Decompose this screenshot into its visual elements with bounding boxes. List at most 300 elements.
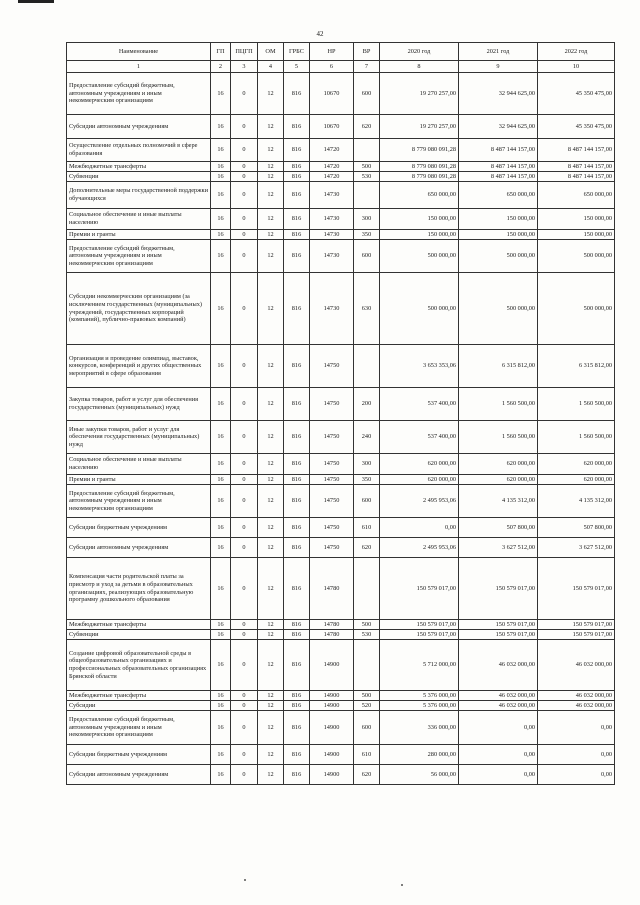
row-vr: 610 [354, 745, 380, 765]
row-grbs: 816 [284, 640, 310, 691]
row-amount-2020: 8 779 080 091,28 [380, 139, 459, 162]
col-header-name: Наименование [67, 43, 211, 61]
row-vr: 350 [354, 230, 380, 240]
row-nr: 14750 [310, 388, 354, 421]
col-header-gp: ГП [211, 43, 231, 61]
row-amount-2022: 6 315 812,00 [538, 345, 615, 388]
row-amount-2020: 150 000,00 [380, 209, 459, 230]
row-amount-2020: 150 579 017,00 [380, 620, 459, 630]
table-row [67, 421, 615, 454]
row-amount-2020: 5 376 000,00 [380, 701, 459, 711]
row-name: Межбюджетные трансферты [67, 620, 211, 630]
row-vr: 600 [354, 485, 380, 518]
row-amount-2022: 150 000,00 [538, 230, 615, 240]
row-gp: 16 [211, 701, 231, 711]
row-pcgp: 0 [231, 454, 258, 475]
row-grbs: 816 [284, 209, 310, 230]
row-grbs: 816 [284, 711, 310, 745]
row-amount-2020: 620 000,00 [380, 475, 459, 485]
row-nr: 14730 [310, 209, 354, 230]
row-nr: 14750 [310, 454, 354, 475]
row-grbs: 816 [284, 182, 310, 209]
column-number: 5 [284, 61, 310, 73]
col-header-2020: 2020 год [380, 43, 459, 61]
row-name: Субсидии [67, 701, 211, 711]
row-name: Предоставление субсидий бюджетным, автономным учреждениям и иным некоммерческим организациям [67, 485, 211, 518]
row-pcgp: 0 [231, 640, 258, 691]
row-grbs: 816 [284, 273, 310, 345]
row-amount-2021: 150 000,00 [459, 209, 538, 230]
row-gp: 16 [211, 558, 231, 620]
row-amount-2021: 0,00 [459, 711, 538, 745]
row-name: Субсидии автономным учреждениям [67, 765, 211, 785]
table-row [67, 162, 615, 172]
table-header-row [67, 43, 615, 61]
row-nr: 14730 [310, 240, 354, 273]
row-grbs: 816 [284, 388, 310, 421]
row-om: 12 [258, 172, 284, 182]
row-name: Предоставление субсидий бюджетным, автономным учреждениям и иным некоммерческим организациям [67, 240, 211, 273]
row-nr: 14900 [310, 745, 354, 765]
row-vr: 500 [354, 620, 380, 630]
table-row [67, 115, 615, 139]
row-nr: 10670 [310, 115, 354, 139]
row-pcgp: 0 [231, 630, 258, 640]
row-om: 12 [258, 691, 284, 701]
row-amount-2020: 56 000,00 [380, 765, 459, 785]
row-gp: 16 [211, 240, 231, 273]
row-amount-2021: 8 487 144 157,00 [459, 139, 538, 162]
row-amount-2020: 280 000,00 [380, 745, 459, 765]
row-name: Закупка товаров, работ и услуг для обеспечения государственных (муниципальных) нужд [67, 388, 211, 421]
table-row [67, 640, 615, 691]
row-gp: 16 [211, 273, 231, 345]
row-amount-2022: 8 487 144 157,00 [538, 162, 615, 172]
row-pcgp: 0 [231, 620, 258, 630]
row-name: Социальное обеспечение и иные выплаты населению [67, 454, 211, 475]
row-amount-2021: 620 000,00 [459, 475, 538, 485]
row-name: Субсидии бюджетным учреждениям [67, 745, 211, 765]
row-om: 12 [258, 711, 284, 745]
row-nr: 14750 [310, 421, 354, 454]
row-om: 12 [258, 620, 284, 630]
row-amount-2021: 650 000,00 [459, 182, 538, 209]
row-name: Премии и гранты [67, 475, 211, 485]
row-name: Субвенции [67, 630, 211, 640]
row-name: Премии и гранты [67, 230, 211, 240]
row-pcgp: 0 [231, 558, 258, 620]
row-amount-2021: 507 800,00 [459, 518, 538, 538]
col-header-pcgp: ПЦГП [231, 43, 258, 61]
row-om: 12 [258, 558, 284, 620]
row-amount-2021: 0,00 [459, 745, 538, 765]
row-grbs: 816 [284, 701, 310, 711]
row-vr: 620 [354, 538, 380, 558]
row-name: Субсидии автономным учреждениям [67, 115, 211, 139]
row-name: Осуществление отдельных полномочий в сфере образования [67, 139, 211, 162]
row-vr: 530 [354, 630, 380, 640]
column-number: 3 [231, 61, 258, 73]
row-grbs: 816 [284, 240, 310, 273]
row-amount-2021: 8 487 144 157,00 [459, 172, 538, 182]
table-row [67, 139, 615, 162]
row-pcgp: 0 [231, 388, 258, 421]
row-gp: 16 [211, 172, 231, 182]
table-row [67, 230, 615, 240]
scan-edge-mark [18, 0, 54, 3]
row-nr: 14750 [310, 485, 354, 518]
row-amount-2022: 620 000,00 [538, 454, 615, 475]
row-amount-2022: 620 000,00 [538, 475, 615, 485]
row-nr: 14900 [310, 765, 354, 785]
row-vr: 500 [354, 162, 380, 172]
row-pcgp: 0 [231, 711, 258, 745]
row-om: 12 [258, 162, 284, 172]
row-grbs: 816 [284, 115, 310, 139]
row-om: 12 [258, 139, 284, 162]
column-number: 4 [258, 61, 284, 73]
column-number-row [67, 61, 615, 73]
row-amount-2021: 500 000,00 [459, 240, 538, 273]
row-om: 12 [258, 475, 284, 485]
row-name: Межбюджетные трансферты [67, 691, 211, 701]
row-gp: 16 [211, 209, 231, 230]
table-row [67, 701, 615, 711]
table-row [67, 73, 615, 115]
row-amount-2020: 5 376 000,00 [380, 691, 459, 701]
row-name: Иные закупки товаров, работ и услуг для обеспечения государственных (муниципальных) нужд [67, 421, 211, 454]
row-vr: 300 [354, 209, 380, 230]
row-vr: 630 [354, 273, 380, 345]
row-amount-2020: 336 000,00 [380, 711, 459, 745]
row-amount-2021: 1 560 500,00 [459, 388, 538, 421]
row-gp: 16 [211, 518, 231, 538]
row-vr [354, 640, 380, 691]
row-amount-2021: 150 579 017,00 [459, 558, 538, 620]
row-gp: 16 [211, 640, 231, 691]
row-grbs: 816 [284, 691, 310, 701]
row-amount-2020: 500 000,00 [380, 273, 459, 345]
row-pcgp: 0 [231, 230, 258, 240]
table-row [67, 620, 615, 630]
row-vr: 610 [354, 518, 380, 538]
row-amount-2021: 150 579 017,00 [459, 630, 538, 640]
row-amount-2022: 3 627 512,00 [538, 538, 615, 558]
column-number: 8 [380, 61, 459, 73]
row-om: 12 [258, 765, 284, 785]
row-vr [354, 345, 380, 388]
row-name: Субвенции [67, 172, 211, 182]
row-grbs: 816 [284, 518, 310, 538]
row-vr: 600 [354, 711, 380, 745]
row-amount-2020: 150 579 017,00 [380, 630, 459, 640]
row-name: Субсидии автономным учреждениям [67, 538, 211, 558]
row-om: 12 [258, 345, 284, 388]
row-name: Предоставление субсидий бюджетным, автономным учреждениям и иным некоммерческим организациям [67, 711, 211, 745]
row-grbs: 816 [284, 454, 310, 475]
row-gp: 16 [211, 485, 231, 518]
row-amount-2021: 150 000,00 [459, 230, 538, 240]
row-grbs: 816 [284, 765, 310, 785]
row-name: Организация и проведение олимпиад, выставок, конкурсов, конференций и других общественных мероприятий в сфере образования [67, 345, 211, 388]
row-vr [354, 558, 380, 620]
row-nr: 14720 [310, 172, 354, 182]
row-amount-2020: 650 000,00 [380, 182, 459, 209]
row-gp: 16 [211, 421, 231, 454]
row-nr: 14780 [310, 558, 354, 620]
row-grbs: 816 [284, 630, 310, 640]
row-vr: 200 [354, 388, 380, 421]
table-row [67, 485, 615, 518]
col-header-nr: НР [310, 43, 354, 61]
row-pcgp: 0 [231, 73, 258, 115]
row-amount-2022: 150 579 017,00 [538, 630, 615, 640]
row-amount-2022: 0,00 [538, 711, 615, 745]
row-amount-2020: 620 000,00 [380, 454, 459, 475]
row-om: 12 [258, 745, 284, 765]
row-om: 12 [258, 538, 284, 558]
row-name: Социальное обеспечение и иные выплаты населению [67, 209, 211, 230]
column-number: 1 [67, 61, 211, 73]
row-nr: 14720 [310, 162, 354, 172]
row-nr: 14750 [310, 518, 354, 538]
row-name: Субсидии некоммерческим организациям (за исключением государственных (муниципальных) учреждений, государственных корпораций (компаний), публично-правовых компаний) [67, 273, 211, 345]
row-gp: 16 [211, 388, 231, 421]
row-vr: 240 [354, 421, 380, 454]
col-header-grbs: ГРБС [284, 43, 310, 61]
row-vr: 600 [354, 240, 380, 273]
column-number: 7 [354, 61, 380, 73]
col-header-vr: ВР [354, 43, 380, 61]
col-header-2021: 2021 год [459, 43, 538, 61]
row-pcgp: 0 [231, 485, 258, 518]
row-pcgp: 0 [231, 172, 258, 182]
column-number: 10 [538, 61, 615, 73]
row-om: 12 [258, 182, 284, 209]
row-om: 12 [258, 73, 284, 115]
row-amount-2022: 46 032 000,00 [538, 691, 615, 701]
row-amount-2022: 500 000,00 [538, 240, 615, 273]
row-nr: 14780 [310, 620, 354, 630]
row-amount-2020: 19 270 257,00 [380, 73, 459, 115]
row-amount-2022: 0,00 [538, 765, 615, 785]
table-row [67, 273, 615, 345]
row-name: Предоставление субсидий бюджетным, автономным учреждениям и иным некоммерческим организациям [67, 73, 211, 115]
row-grbs: 816 [284, 421, 310, 454]
row-gp: 16 [211, 475, 231, 485]
row-pcgp: 0 [231, 115, 258, 139]
row-vr: 500 [354, 691, 380, 701]
row-gp: 16 [211, 691, 231, 701]
row-amount-2020: 2 495 953,06 [380, 485, 459, 518]
row-amount-2021: 620 000,00 [459, 454, 538, 475]
row-gp: 16 [211, 538, 231, 558]
row-pcgp: 0 [231, 421, 258, 454]
table-row [67, 745, 615, 765]
table-row [67, 345, 615, 388]
row-gp: 16 [211, 711, 231, 745]
table-row [67, 475, 615, 485]
table-row [67, 518, 615, 538]
row-vr [354, 139, 380, 162]
row-gp: 16 [211, 139, 231, 162]
row-amount-2022: 45 350 475,00 [538, 115, 615, 139]
row-amount-2021: 46 032 000,00 [459, 701, 538, 711]
row-amount-2020: 5 712 000,00 [380, 640, 459, 691]
row-amount-2021: 1 560 500,00 [459, 421, 538, 454]
table-row [67, 765, 615, 785]
row-amount-2021: 4 135 312,00 [459, 485, 538, 518]
row-pcgp: 0 [231, 139, 258, 162]
row-amount-2020: 500 000,00 [380, 240, 459, 273]
row-name: Компенсация части родительской платы за присмотр и уход за детьми в образовательных организациях, реализующих образовательную программу дошкольного образования [67, 558, 211, 620]
row-gp: 16 [211, 230, 231, 240]
row-amount-2020: 8 779 080 091,28 [380, 162, 459, 172]
row-nr: 14730 [310, 230, 354, 240]
row-amount-2022: 4 135 312,00 [538, 485, 615, 518]
row-gp: 16 [211, 115, 231, 139]
scan-speck [401, 884, 403, 886]
row-nr: 14750 [310, 345, 354, 388]
row-gp: 16 [211, 345, 231, 388]
row-amount-2021: 6 315 812,00 [459, 345, 538, 388]
row-pcgp: 0 [231, 182, 258, 209]
row-name: Межбюджетные трансферты [67, 162, 211, 172]
row-amount-2020: 150 579 017,00 [380, 558, 459, 620]
row-name: Создание цифровой образовательной среды в общеобразовательных организациях и профессиональных образовательных организациях Брянской области [67, 640, 211, 691]
row-om: 12 [258, 701, 284, 711]
row-nr: 14730 [310, 273, 354, 345]
row-vr: 620 [354, 765, 380, 785]
row-nr: 14900 [310, 711, 354, 745]
row-pcgp: 0 [231, 701, 258, 711]
table-row [67, 240, 615, 273]
scan-speck [244, 879, 246, 881]
row-amount-2020: 150 000,00 [380, 230, 459, 240]
row-amount-2020: 2 495 953,06 [380, 538, 459, 558]
col-header-2022: 2022 год [538, 43, 615, 61]
row-amount-2022: 46 032 000,00 [538, 640, 615, 691]
row-grbs: 816 [284, 73, 310, 115]
table-row [67, 454, 615, 475]
row-pcgp: 0 [231, 765, 258, 785]
row-om: 12 [258, 630, 284, 640]
row-gp: 16 [211, 630, 231, 640]
column-number: 2 [211, 61, 231, 73]
row-amount-2020: 8 779 080 091,28 [380, 172, 459, 182]
row-nr: 14780 [310, 630, 354, 640]
row-grbs: 816 [284, 162, 310, 172]
table-row [67, 558, 615, 620]
row-grbs: 816 [284, 558, 310, 620]
table-row [67, 388, 615, 421]
table-row [67, 209, 615, 230]
row-pcgp: 0 [231, 345, 258, 388]
column-number: 9 [459, 61, 538, 73]
row-amount-2020: 537 400,00 [380, 388, 459, 421]
row-amount-2022: 150 579 017,00 [538, 558, 615, 620]
row-om: 12 [258, 454, 284, 475]
row-grbs: 816 [284, 620, 310, 630]
row-amount-2022: 150 000,00 [538, 209, 615, 230]
col-header-om: ОМ [258, 43, 284, 61]
row-amount-2020: 0,00 [380, 518, 459, 538]
row-gp: 16 [211, 73, 231, 115]
page-number: 42 [316, 30, 324, 38]
row-nr: 10670 [310, 73, 354, 115]
row-grbs: 816 [284, 139, 310, 162]
row-gp: 16 [211, 182, 231, 209]
row-gp: 16 [211, 765, 231, 785]
row-grbs: 816 [284, 538, 310, 558]
row-amount-2020: 537 400,00 [380, 421, 459, 454]
row-amount-2021: 46 032 000,00 [459, 691, 538, 701]
table-row [67, 172, 615, 182]
budget-table [66, 42, 615, 785]
row-grbs: 816 [284, 475, 310, 485]
row-amount-2021: 32 944 625,00 [459, 73, 538, 115]
row-om: 12 [258, 115, 284, 139]
row-grbs: 816 [284, 230, 310, 240]
row-pcgp: 0 [231, 518, 258, 538]
row-pcgp: 0 [231, 538, 258, 558]
row-amount-2021: 3 627 512,00 [459, 538, 538, 558]
row-pcgp: 0 [231, 475, 258, 485]
row-amount-2022: 0,00 [538, 745, 615, 765]
row-amount-2021: 150 579 017,00 [459, 620, 538, 630]
row-pcgp: 0 [231, 162, 258, 172]
row-nr: 14900 [310, 691, 354, 701]
row-om: 12 [258, 485, 284, 518]
row-om: 12 [258, 640, 284, 691]
row-gp: 16 [211, 620, 231, 630]
row-pcgp: 0 [231, 273, 258, 345]
row-vr: 620 [354, 115, 380, 139]
row-nr: 14750 [310, 475, 354, 485]
row-pcgp: 0 [231, 209, 258, 230]
row-amount-2022: 45 350 475,00 [538, 73, 615, 115]
row-amount-2021: 0,00 [459, 765, 538, 785]
row-pcgp: 0 [231, 240, 258, 273]
row-gp: 16 [211, 162, 231, 172]
row-nr: 14750 [310, 538, 354, 558]
row-grbs: 816 [284, 172, 310, 182]
row-amount-2020: 3 653 353,06 [380, 345, 459, 388]
row-nr: 14900 [310, 701, 354, 711]
row-om: 12 [258, 273, 284, 345]
row-vr: 600 [354, 73, 380, 115]
row-nr: 14720 [310, 139, 354, 162]
row-vr: 300 [354, 454, 380, 475]
row-amount-2022: 150 579 017,00 [538, 620, 615, 630]
row-name: Субсидии бюджетным учреждениям [67, 518, 211, 538]
row-amount-2022: 8 487 144 157,00 [538, 172, 615, 182]
row-amount-2022: 500 000,00 [538, 273, 615, 345]
row-grbs: 816 [284, 345, 310, 388]
row-vr [354, 182, 380, 209]
table-row [67, 538, 615, 558]
table-row [67, 182, 615, 209]
row-pcgp: 0 [231, 691, 258, 701]
row-amount-2021: 46 032 000,00 [459, 640, 538, 691]
column-number: 6 [310, 61, 354, 73]
row-om: 12 [258, 240, 284, 273]
row-vr: 520 [354, 701, 380, 711]
table-row [67, 711, 615, 745]
row-gp: 16 [211, 454, 231, 475]
row-grbs: 816 [284, 485, 310, 518]
row-vr: 350 [354, 475, 380, 485]
